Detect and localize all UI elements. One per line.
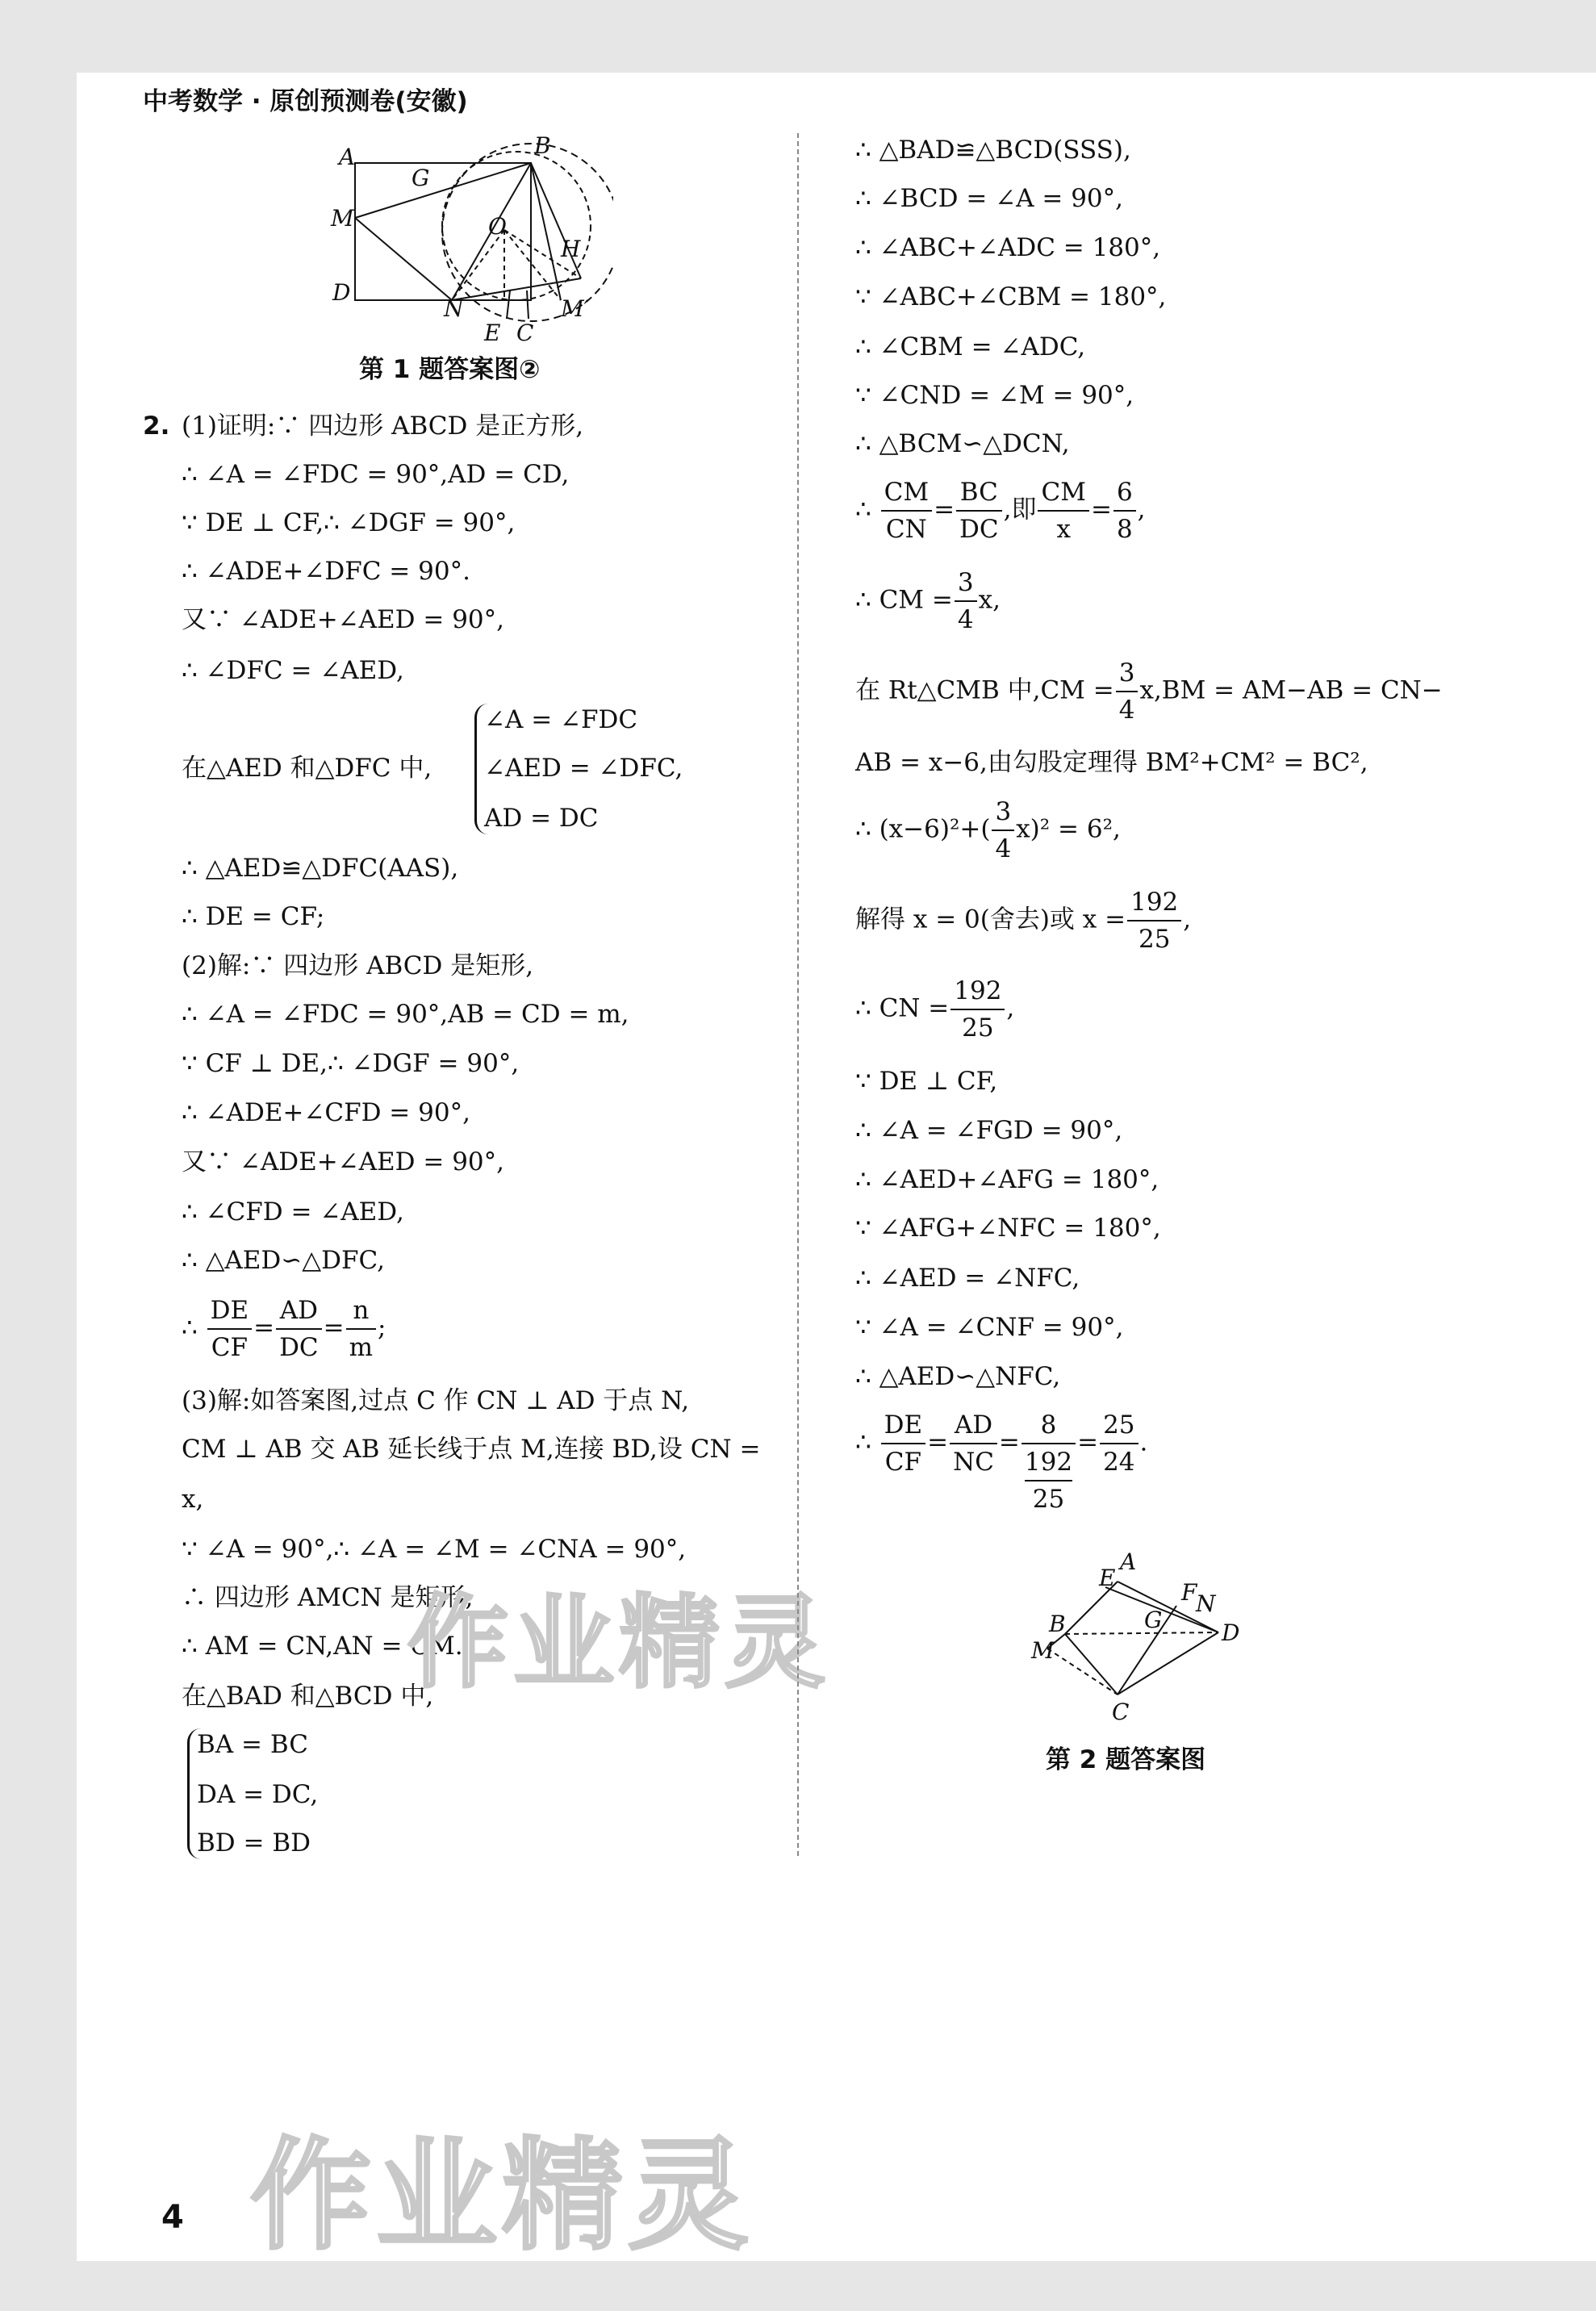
left-line-12: ∵ CF ⊥ DE,∴ ∠DGF = 90°,: [182, 1049, 520, 1078]
right-line-19: ∴ ∠AED = ∠NFC,: [855, 1264, 1080, 1293]
left-line-10: (2)解:∵ 四边形 ABCD 是矩形,: [182, 951, 534, 980]
page-number: 4: [161, 2199, 184, 2236]
left-line-3: ∵ DE ⊥ CF,∴ ∠DGF = 90°,: [182, 508, 516, 537]
right-line-18: ∵ ∠AFG+∠NFC = 180°,: [855, 1214, 1161, 1243]
fraction: $\frac{DE}{CF}$: [207, 1293, 252, 1365]
fraction: $\frac{3}{4}$: [992, 794, 1014, 867]
right-line-11: AB = x−6,由勾股定理得 BM²+CM² = BC²,: [855, 748, 1368, 777]
fraction: $\frac{6}{8}$: [1113, 474, 1136, 547]
fraction: $\frac{3}{4}$: [1116, 655, 1139, 728]
right-line-22: ∴ $\frac{DE}{CF}$ = $\frac{AD}{NC}$ = 8 192 25 = $\frac{25}{24}$ .: [855, 1407, 1147, 1517]
fig1-segment: [531, 163, 561, 300]
right-line-10: 在 Rt△CMB 中,CM = $\frac{3}{4}$ x,BM = AM−AB = CN−: [855, 655, 1443, 728]
left-line-6: ∴ ∠DFC = ∠AED,: [182, 656, 404, 685]
right-line-21: ∴ △AED∽△NFC,: [855, 1362, 1061, 1391]
right-line-3: ∴ ∠ABC+∠ADC = 180°,: [855, 233, 1161, 262]
system-2-eq-2: DA = DC,: [197, 1780, 319, 1809]
fig2-label-b: B: [1049, 1611, 1066, 1637]
right-line-14: ∴ CN = $\frac{192}{25}$ ,: [855, 973, 1014, 1046]
right-line-6: ∵ ∠CND = ∠M = 90°,: [855, 381, 1134, 410]
fig1-label-h: H: [561, 236, 581, 262]
right-line-1: ∴ △BAD≌△BCD(SSS),: [855, 136, 1131, 165]
page-header: 中考数学 · 原创预测卷(安徽): [143, 87, 468, 116]
fig2-label-d: D: [1222, 1619, 1240, 1646]
fig1-label-m2: M′: [561, 295, 590, 322]
left-line-4: ∴ ∠ADE+∠DFC = 90°.: [182, 557, 470, 586]
fraction: $\frac{192}{25}$: [1127, 884, 1181, 957]
right-line-13: 解得 x = 0(舍去)或 x = $\frac{192}{25}$ ,: [855, 884, 1191, 957]
left-line-16: ∴ △AED∽△DFC,: [182, 1246, 385, 1275]
right-line-17: ∴ ∠AED+∠AFG = 180°,: [855, 1165, 1159, 1194]
fig1-arrow: [527, 290, 529, 319]
right-line-20: ∵ ∠A = ∠CNF = 90°,: [855, 1313, 1124, 1342]
fig2-label-a: A: [1120, 1548, 1137, 1575]
left-line-2: ∴ ∠A = ∠FDC = 90°,AD = CD,: [182, 460, 570, 489]
fraction: $\frac{DE}{CF}$: [881, 1407, 925, 1480]
fraction: $\frac{3}{4}$: [955, 565, 977, 637]
problem-number: 2.: [143, 412, 170, 441]
system-1-eq-2: ∠AED = ∠DFC,: [484, 754, 683, 783]
fraction: $\frac{n}{m}$: [346, 1293, 376, 1365]
fig1-label-o: O: [488, 213, 507, 240]
fraction: $\frac{25}{24}$: [1100, 1407, 1138, 1480]
fig1-segment: [355, 218, 452, 300]
watermark-bottom: 作业精灵: [250, 2126, 754, 2267]
system-2-eq-3: BD = BD: [197, 1828, 311, 1858]
left-line-18: (3)解:如答案图,过点 C 作 CN ⊥ AD 于点 N,: [182, 1386, 690, 1415]
left-line-23: ∴ AM = CN,AN = CM.: [182, 1632, 463, 1661]
system-1-eq-3: AD = DC: [484, 804, 599, 833]
complex-fraction: 8 192 25: [1022, 1407, 1076, 1517]
fig1-label-e: E: [484, 320, 501, 346]
right-line-15: ∵ DE ⊥ CF,: [855, 1067, 998, 1096]
left-line-20: x,: [182, 1485, 204, 1514]
figure-1-caption: 第 1 题答案图②: [359, 355, 541, 384]
fraction: $\frac{192}{25}$: [950, 973, 1005, 1046]
fig2-label-c: C: [1112, 1699, 1130, 1725]
right-line-12: ∴ (x−6)²+( $\frac{3}{4}$ x)² = 6²,: [855, 794, 1121, 867]
fig2-label-g: G: [1144, 1607, 1163, 1633]
fig1-label-m: M: [331, 205, 354, 232]
left-line-17: ∴ $\frac{DE}{CF}$ = $\frac{AD}{DC}$ = $\frac{n}{m}$ ;: [182, 1293, 386, 1365]
fig1-label-n: N: [444, 295, 464, 322]
fraction: $\frac{BC}{DC}$: [956, 474, 1002, 547]
left-line-14: 又∵ ∠ADE+∠AED = 90°,: [182, 1147, 505, 1176]
right-line-4: ∵ ∠ABC+∠CBM = 180°,: [855, 282, 1167, 311]
fig2-segment: [1118, 1632, 1218, 1695]
fraction: $\frac{CM}{CN}$: [881, 474, 932, 547]
system-2-eq-1: BA = BC: [197, 1730, 308, 1759]
fraction: $\frac{CM}{x}$: [1038, 474, 1088, 547]
figure-1-diagram: [323, 129, 613, 355]
right-line-5: ∴ ∠CBM = ∠ADC,: [855, 332, 1086, 361]
fig1-label-a: A: [339, 144, 356, 170]
fig2-label-e: E: [1099, 1565, 1116, 1591]
fig2-segment: [1065, 1634, 1118, 1695]
fig2-dashed: [1047, 1649, 1118, 1695]
left-line-5: 又∵ ∠ADE+∠AED = 90°,: [182, 605, 505, 634]
left-line-15: ∴ ∠CFD = ∠AED,: [182, 1197, 404, 1227]
fig2-label-n: N: [1196, 1590, 1216, 1617]
left-line-21: ∵ ∠A = 90°,∴ ∠A = ∠M = ∠CNA = 90°,: [182, 1535, 687, 1564]
figure-2-diagram: [1025, 1537, 1259, 1731]
fig1-label-b: B: [534, 132, 551, 159]
figure-2-caption: 第 2 题答案图: [1046, 1745, 1206, 1774]
left-line-11: ∴ ∠A = ∠FDC = 90°,AB = CD = m,: [182, 1000, 629, 1029]
right-line-16: ∴ ∠A = ∠FGD = 90°,: [855, 1116, 1123, 1145]
system-1-eq-1: ∠A = ∠FDC: [484, 705, 638, 734]
left-line-8: ∴ △AED≌△DFC(AAS),: [182, 854, 459, 883]
watermark-middle: 作业精灵: [407, 1585, 830, 1702]
left-line-9: ∴ DE = CF;: [182, 902, 325, 931]
fraction: $\frac{AD}{DC}$: [276, 1293, 322, 1365]
left-line-13: ∴ ∠ADE+∠CFD = 90°,: [182, 1098, 470, 1127]
fig1-arrow: [507, 290, 510, 319]
left-line-19: CM ⊥ AB 交 AB 延长线于点 M,连接 BD,设 CN =: [182, 1435, 761, 1464]
fig1-label-d: D: [332, 279, 351, 306]
fraction: $\frac{AD}{NC}$: [950, 1407, 997, 1480]
right-line-2: ∴ ∠BCD = ∠A = 90°,: [855, 184, 1124, 213]
fig2-dashed: [1065, 1632, 1218, 1634]
right-line-8: ∴ $\frac{CM}{CN}$ = $\frac{BC}{DC}$ ,即 $\frac{CM}{x}$ = $\frac{6}{8}$ ,: [855, 474, 1146, 547]
fig2-label-f: F: [1181, 1579, 1197, 1606]
right-line-9: ∴ CM = $\frac{3}{4}$ x,: [855, 565, 1001, 637]
left-line-24: 在△BAD 和△BCD 中,: [182, 1682, 434, 1711]
column-divider: [797, 133, 799, 1856]
left-line-22: ∴ 四边形 AMCN 是矩形,: [182, 1583, 474, 1612]
fig2-label-m: M: [1031, 1637, 1055, 1664]
left-line-7: 在△AED 和△DFC 中,: [182, 754, 432, 783]
fig1-label-g: G: [412, 165, 430, 191]
right-line-7: ∴ △BCM∽△DCN,: [855, 429, 1070, 458]
fig1-label-c: C: [516, 320, 534, 346]
left-line-1: (1)证明:∵ 四边形 ABCD 是正方形,: [182, 412, 584, 441]
